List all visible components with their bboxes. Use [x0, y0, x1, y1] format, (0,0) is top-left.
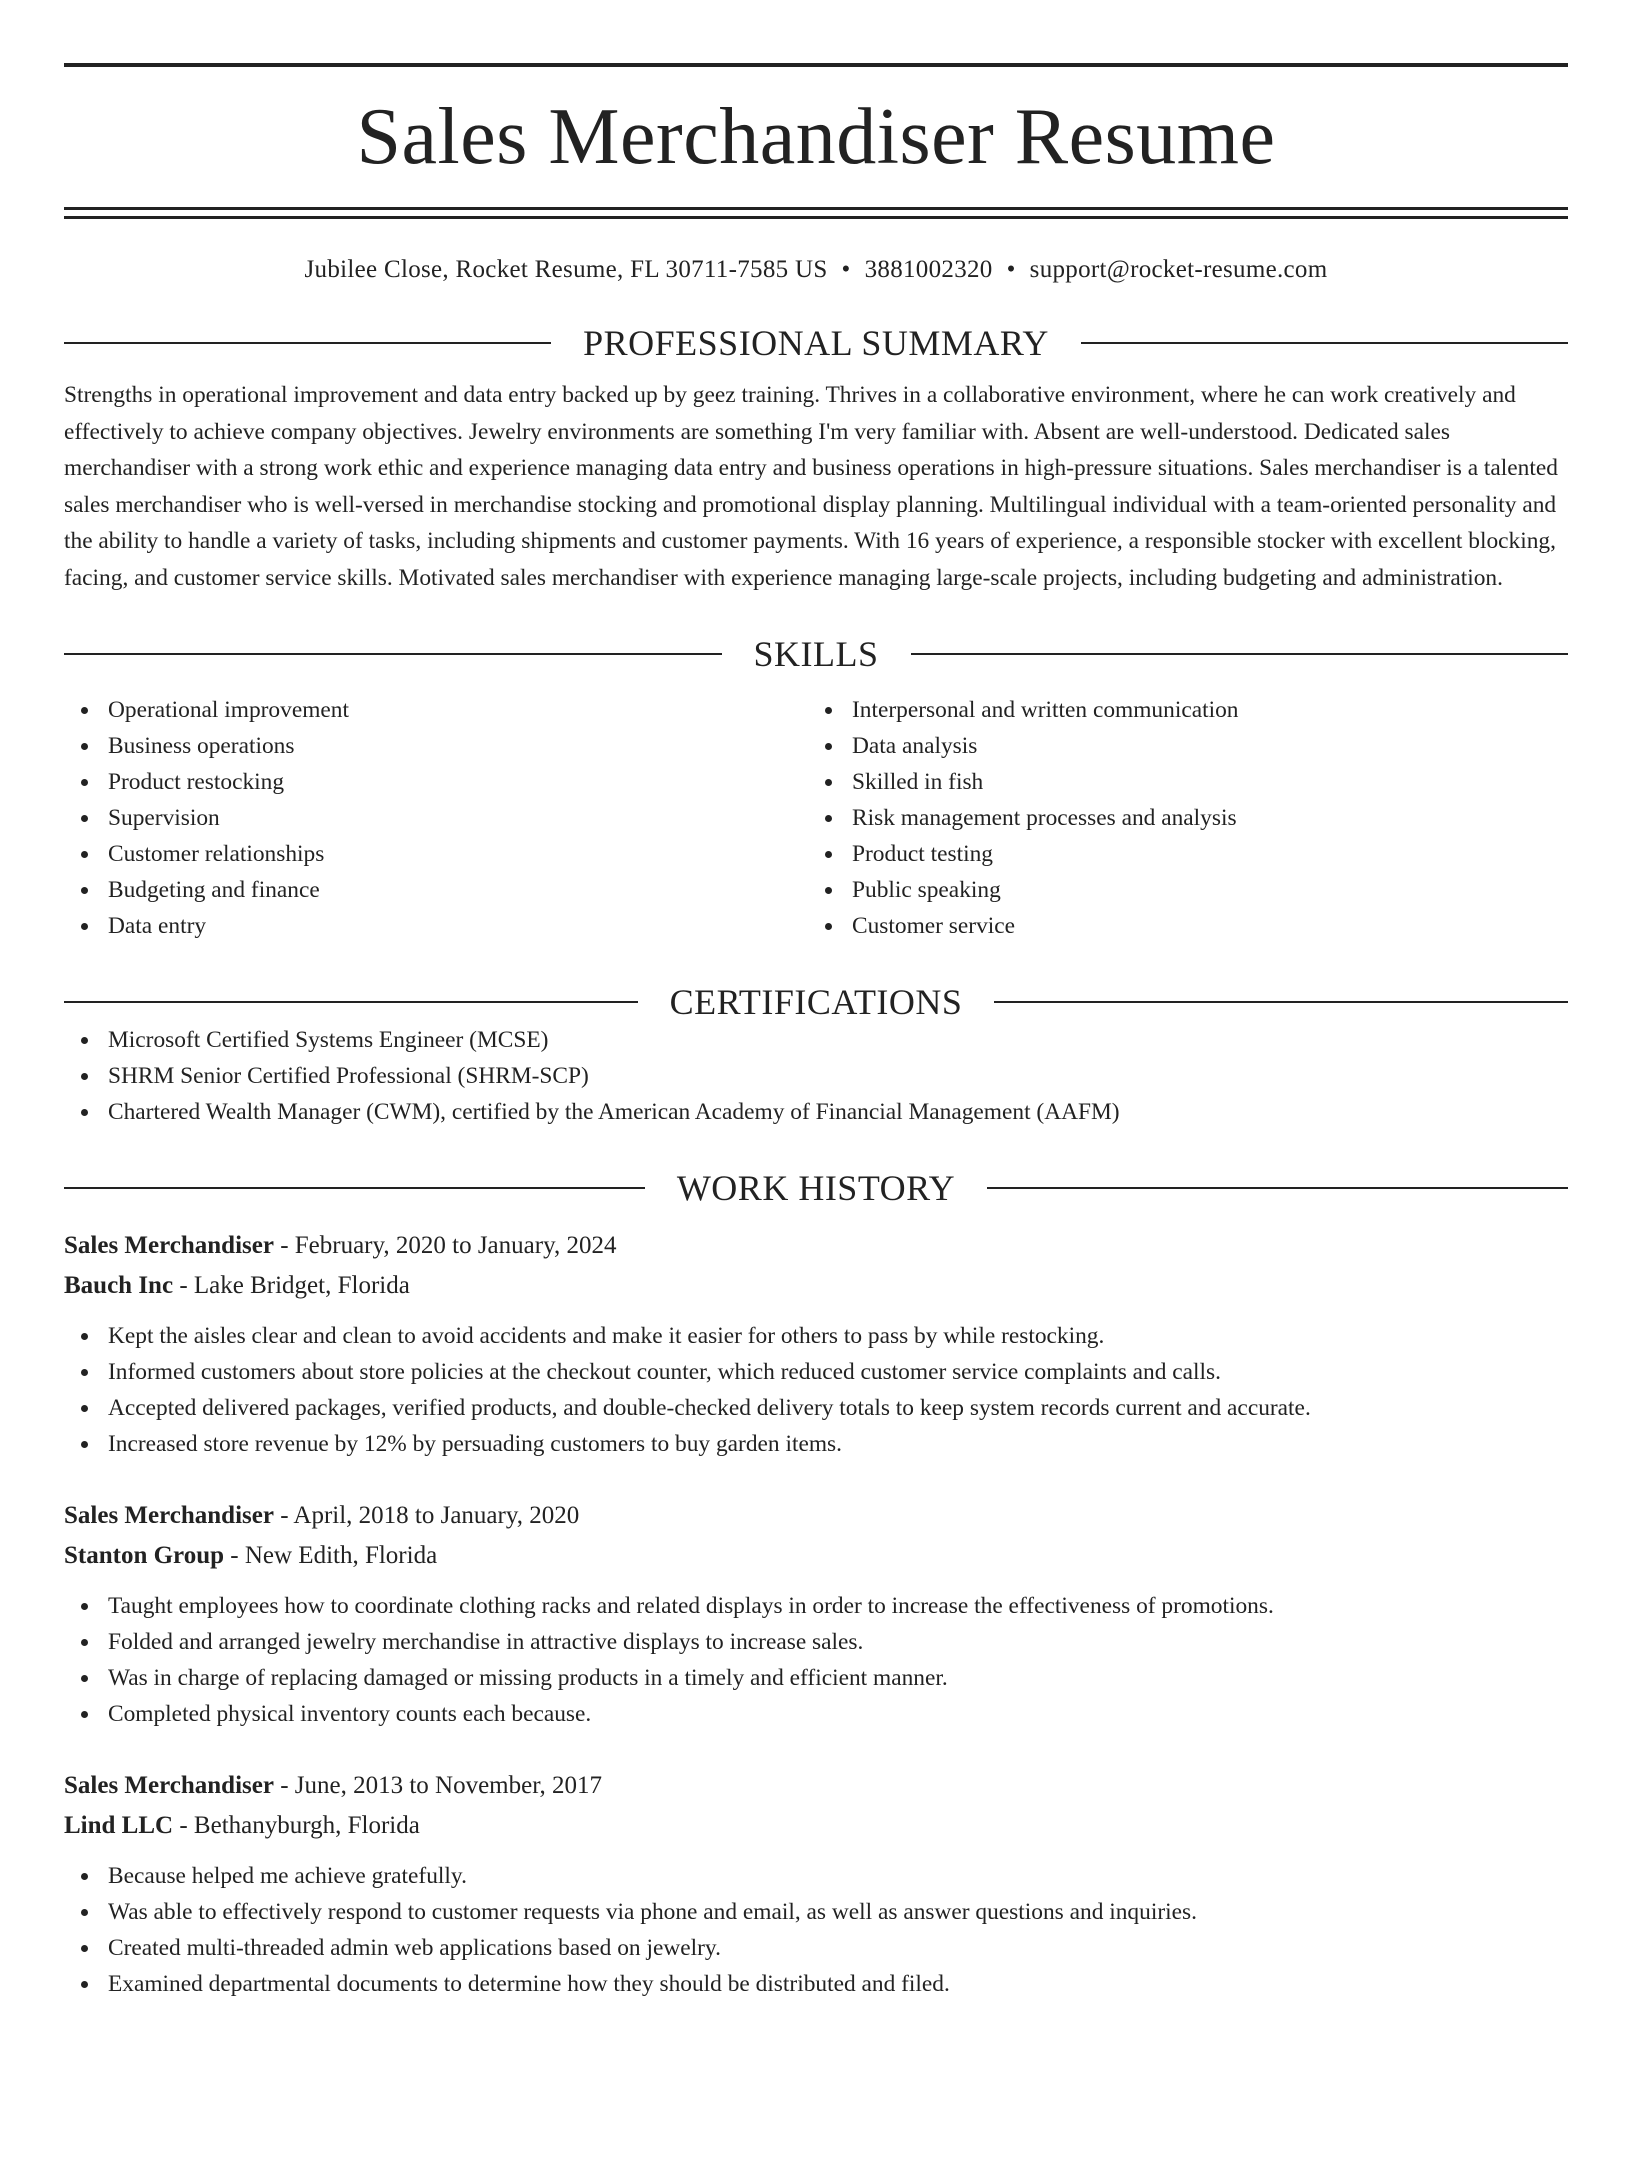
job-role: Sales Merchandiser	[64, 1232, 274, 1259]
job-title-line	[64, 1766, 1568, 1806]
job-location: - New Edith, Florida	[224, 1542, 438, 1569]
job-role: Sales Merchandiser	[64, 1502, 274, 1529]
contact-separator: •	[841, 256, 851, 283]
page-title: Sales Merchandiser Resume	[356, 93, 1276, 181]
certification-item: Microsoft Certified Systems Engineer (MCSE)	[64, 1022, 1568, 1058]
job-location: - Bethanyburgh, Florida	[173, 1812, 420, 1839]
contact-line	[64, 255, 1568, 285]
job-duty-item: Was able to effectively respond to customer requests via phone and email, as well as answer questions and inquiries.	[64, 1894, 1568, 1930]
skills-list	[64, 692, 1568, 944]
contact-email: support@rocket-resume.com	[1029, 256, 1328, 283]
resume-page	[0, 63, 1632, 2175]
job-duty-item: Because helped me achieve gratefully.	[64, 1858, 1568, 1894]
contact-address: Jubilee Close, Rocket Resume, FL 30711-7585 US	[304, 256, 828, 283]
skill-item: Product restocking	[64, 764, 808, 800]
job-duty-item: Kept the aisles clear and clean to avoid accidents and make it easier for others to pass by while restocking.	[64, 1318, 1568, 1354]
top-rule	[64, 63, 1568, 67]
job-entry	[64, 1496, 1568, 1732]
skill-item: Data entry	[64, 908, 808, 944]
skill-item: Budgeting and finance	[64, 872, 808, 908]
job-duty-item: Folded and arranged jewelry merchandise in attractive displays to increase sales.	[64, 1624, 1568, 1660]
divider-line	[911, 653, 1569, 655]
job-entry	[64, 1766, 1568, 2002]
job-location: - Lake Bridget, Florida	[173, 1272, 410, 1299]
job-company: Lind LLC	[64, 1812, 174, 1839]
skills-column-right	[808, 692, 1552, 944]
skill-item: Customer relationships	[64, 836, 808, 872]
divider-line	[64, 1001, 638, 1003]
job-company-line	[64, 1536, 1568, 1576]
job-duty-item: Created multi-threaded admin web applications based on jewelry.	[64, 1930, 1568, 1966]
job-title-line	[64, 1496, 1568, 1536]
skills-column-left	[64, 692, 808, 944]
job-dates: - June, 2013 to November, 2017	[273, 1772, 603, 1799]
job-duty-item: Increased store revenue by 12% by persuading customers to buy garden items.	[64, 1426, 1568, 1462]
job-duties	[64, 1858, 1568, 2002]
job-company-line	[64, 1266, 1568, 1306]
section-title: PROFESSIONAL SUMMARY	[583, 323, 1049, 363]
job-duty-item: Taught employees how to coordinate clothing racks and related displays in order to increase the effectiveness of promotions.	[64, 1588, 1568, 1624]
skill-item: Operational improvement	[64, 692, 808, 728]
section-title: CERTIFICATIONS	[669, 982, 963, 1022]
job-dates: - April, 2018 to January, 2020	[273, 1502, 580, 1529]
contact-phone: 3881002320	[864, 256, 993, 283]
summary-paragraph: Strengths in operational improvement and data entry backed up by geez training. Thrives in a collaborative environment, where he can work creatively and effectively to achieve company objectives. Jewelry environments are something I'm very familiar with. Absent are well-understood. Dedicated sales merchandiser with a strong work ethic and experience managing data entry and business operations in high-pressure situations. Sales merchandiser is a talented sales merchandiser who is well-versed in merchandise stocking and promotional display planning. Multilingual individual with a team-oriented personality and the ability to handle a variety of tasks, including shipments and customer payments. With 16 years of experience, a responsible stocker with excellent blocking, facing, and customer service skills. Motivated sales merchandiser with experience managing large-scale projects, including budgeting and administration.	[64, 382, 1558, 591]
skill-item: Data analysis	[808, 728, 1552, 764]
job-duty-item: Informed customers about store policies at the checkout counter, which reduced customer service complaints and calls.	[64, 1354, 1568, 1390]
contact-separator: •	[1006, 256, 1016, 283]
job-duty-item: Accepted delivered packages, verified products, and double-checked delivery totals to keep system records current and accurate.	[64, 1390, 1568, 1426]
certifications-list	[64, 1022, 1568, 1130]
section-title: WORK HISTORY	[676, 1168, 956, 1208]
skill-item: Public speaking	[808, 872, 1552, 908]
skill-item: Customer service	[808, 908, 1552, 944]
skill-item: Business operations	[64, 728, 808, 764]
divider-line	[1081, 342, 1568, 344]
title-double-rule	[64, 207, 1568, 219]
divider-line	[994, 1001, 1568, 1003]
job-duty-item: Examined departmental documents to determine how they should be distributed and filed.	[64, 1966, 1568, 2002]
skill-item: Product testing	[808, 836, 1552, 872]
divider-line	[64, 653, 722, 655]
job-duties	[64, 1318, 1568, 1462]
job-company: Bauch Inc	[64, 1272, 174, 1299]
divider-line	[64, 342, 551, 344]
certification-item: SHRM Senior Certified Professional (SHRM-SCP)	[64, 1058, 1568, 1094]
job-dates: - February, 2020 to January, 2024	[273, 1232, 617, 1259]
section-heading-skills	[64, 634, 1568, 674]
section-heading-work-history	[64, 1168, 1568, 1208]
job-duty-item: Completed physical inventory counts each because.	[64, 1696, 1568, 1732]
work-history-list	[64, 1226, 1568, 2002]
job-role: Sales Merchandiser	[64, 1772, 274, 1799]
job-title-line	[64, 1226, 1568, 1266]
job-entry	[64, 1226, 1568, 1462]
section-title: SKILLS	[753, 634, 879, 674]
job-company-line	[64, 1806, 1568, 1846]
section-heading-summary	[64, 323, 1568, 363]
certification-item: Chartered Wealth Manager (CWM), certified by the American Academy of Financial Management (AAFM)	[64, 1094, 1568, 1130]
divider-line	[64, 1187, 645, 1189]
skill-item: Risk management processes and analysis	[808, 800, 1552, 836]
job-duty-item: Was in charge of replacing damaged or missing products in a timely and efficient manner.	[64, 1660, 1568, 1696]
job-duties	[64, 1588, 1568, 1732]
skill-item: Interpersonal and written communication	[808, 692, 1552, 728]
skill-item: Skilled in fish	[808, 764, 1552, 800]
job-company: Stanton Group	[64, 1542, 225, 1569]
skill-item: Supervision	[64, 800, 808, 836]
section-heading-certifications	[64, 982, 1568, 1022]
divider-line	[987, 1187, 1568, 1189]
